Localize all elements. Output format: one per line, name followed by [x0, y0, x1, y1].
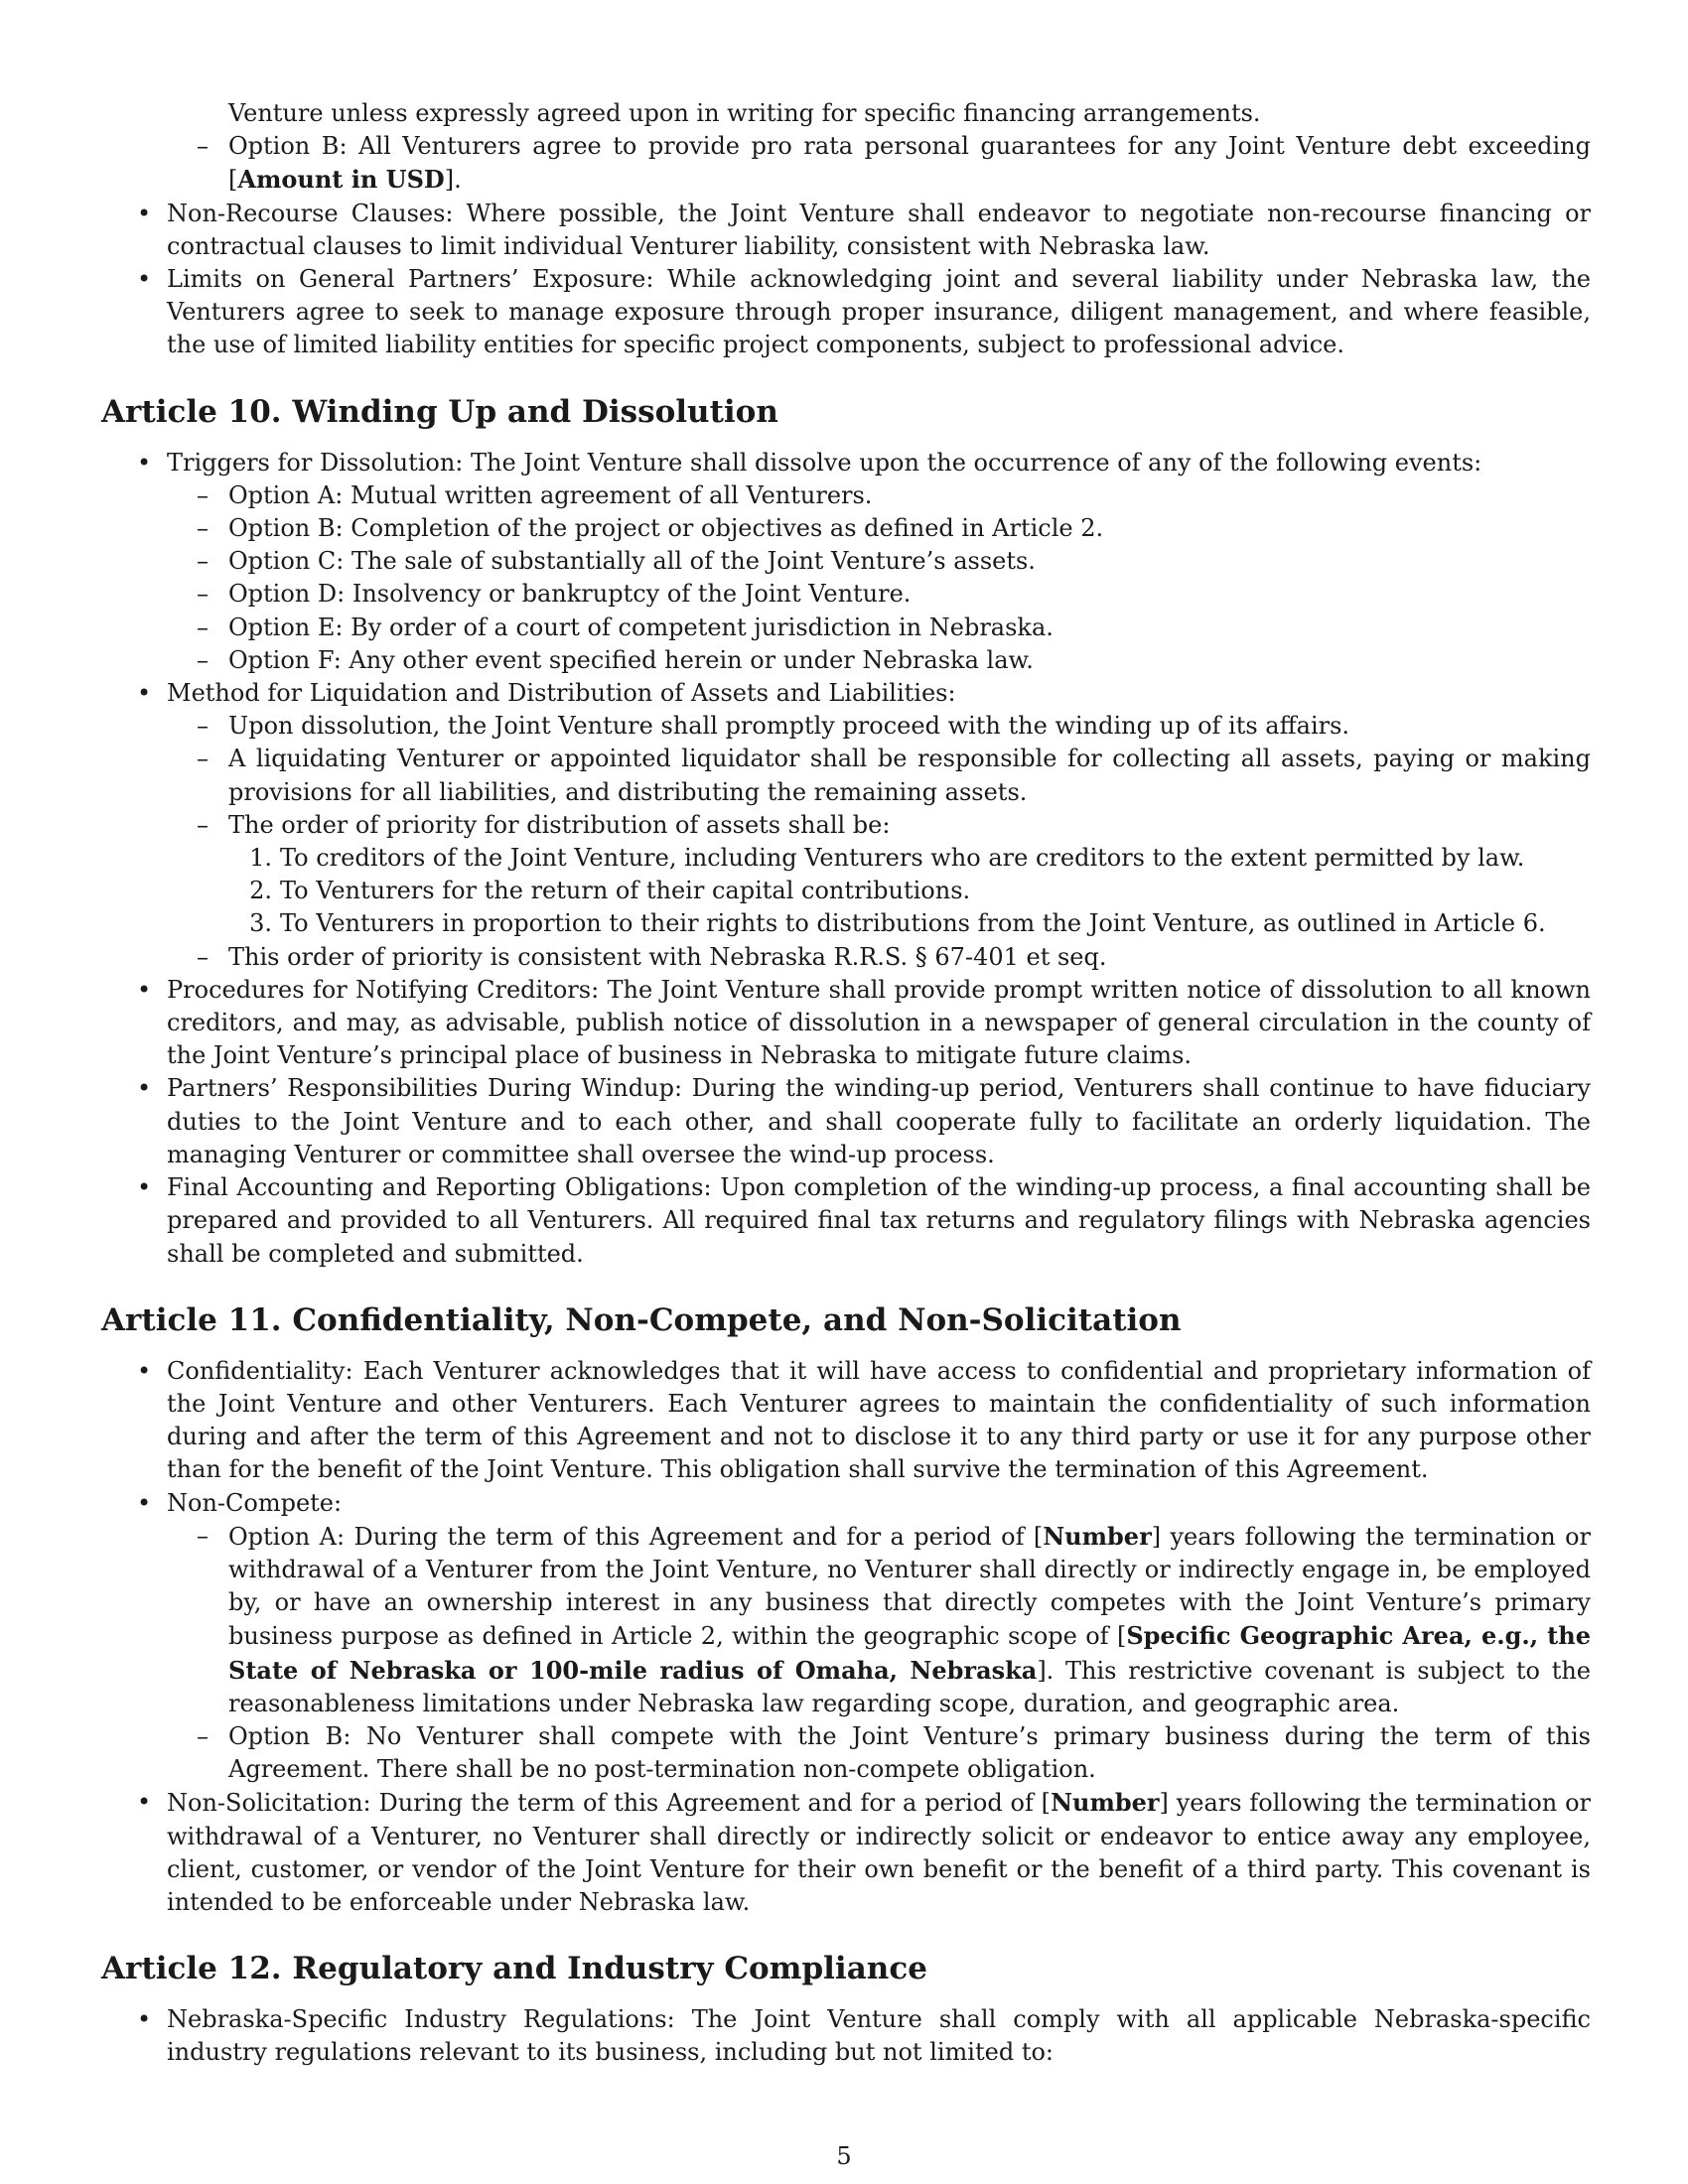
dash-marker: –	[197, 1521, 209, 1550]
dash-marker: –	[197, 810, 209, 839]
article-10-heading: Article 10. Winding Up and Dissolution	[101, 393, 778, 430]
bullet-marker: •	[137, 1488, 152, 1517]
number-marker: 3.	[249, 909, 272, 938]
list-item: • Confidentiality: Each Venturer acknowledges that it will have access to confidential and proprietary information of the Joint Venture and other Venturers. Each Venturer agrees to maintain the confidentiality of such information during and after the term of this Agreement and not to disclose it to any third party or use it for any purpose other than for the benefit of the Joint Venture. This obligation shall survive the termination of this Agreement.	[137, 1356, 1591, 1484]
dash-marker: –	[197, 645, 209, 674]
list-item: – The order of priority for distribution of assets shall be:	[101, 809, 1591, 842]
bullet-marker: •	[137, 1356, 152, 1385]
dash-marker: –	[197, 712, 209, 741]
number-marker: 1.	[249, 844, 272, 873]
bullet-marker: •	[137, 679, 152, 708]
list-item: – Option A: During the term of this Agreement and for a period of [Number] years following the termination or withdrawal of a Venturer from the Joint Venture, no Venturer shall directly or indirectly engage in, be employed by, or have an ownership interest in any business that directly competes with the Joint Venture’s primary business purpose as defined in Article 2, within the geographic scope of [Specific Geographic Area, e.g., the State of Nebraska or 100-mile radius of Omaha, Nebraska]. This restrictive covenant is subject to the reasonableness limitations under Nebraska law regarding scope, duration, and geographic area.	[197, 1521, 1592, 1717]
list-item: • Non-Solicitation: During the term of this Agreement and for a period of [Number] years following the termination or withdrawal of a Venturer, no Venturer shall directly or indirectly solicit or endeavor to entice away any employee, client, customer, or vendor of the Joint Venture for their own benefit or the benefit of a third party. This covenant is intended to be enforceable under Nebraska law.	[137, 1788, 1592, 1916]
list-item: – Option C: The sale of substantially all of the Joint Venture’s assets.	[101, 545, 1591, 578]
dash-marker: –	[197, 547, 209, 576]
bullet-marker: •	[137, 975, 152, 1004]
continued-text: Venture unless expressly agreed upon in writing for specific financing arrangements.	[228, 99, 1261, 127]
list-item: • Final Accounting and Reporting Obligations: Upon completion of the winding-up process, a final accounting shall be prepared and provided to all Venturers. All required final tax returns and regulatory filings with Nebraska agencies shall be completed and submitted.	[137, 1173, 1591, 1268]
list-item: – Option B: No Venturer shall compete with the Joint Venture’s primary business during the term of this Agreement. There shall be no post-termination non-compete obligation.	[197, 1721, 1591, 1784]
list-item: – Option A: Mutual written agreement of all Venturers.	[101, 479, 1591, 512]
list-item: – Upon dissolution, the Joint Venture shall promptly proceed with the winding up of its affairs.	[101, 710, 1591, 743]
bullet-marker: •	[137, 1788, 152, 1817]
list-item: – Option E: By order of a court of competent jurisdiction in Nebraska.	[101, 612, 1591, 644]
list-item: – Option F: Any other event specified herein or under Nebraska law.	[101, 644, 1591, 677]
bullet-marker: •	[137, 448, 152, 477]
dash-marker: –	[197, 514, 209, 543]
list-item: – This order of priority is consistent with Nebraska R.R.S. § 67-401 et seq.	[101, 941, 1591, 974]
dash-marker: –	[197, 745, 209, 773]
list-item: • Partners’ Responsibilities During Windup: During the winding-up period, Venturers shall continue to have fiduciary duties to the Joint Venture and to each other, and shall cooperate fully to facilitate an orderly liquidation. The managing Venturer or committee shall oversee the wind-up process.	[137, 1074, 1591, 1168]
dash-marker: –	[197, 480, 209, 509]
dash-marker: –	[197, 613, 209, 641]
article-12-heading: Article 12. Regulatory and Industry Compliance	[101, 1951, 927, 1987]
list-item: – Option B: All Venturers agree to provide pro rata personal guarantees for any Joint Venture debt exceeding [Amount in USD].	[197, 132, 1591, 195]
list-item: • Method for Liquidation and Distribution of Assets and Liabilities:	[101, 677, 1591, 710]
list-item: • Non-Compete:	[101, 1487, 1591, 1520]
document-page	[101, 97, 1591, 2070]
dash-marker: –	[197, 580, 209, 609]
bullet-marker: •	[137, 1173, 152, 1202]
dash-marker: –	[197, 132, 209, 161]
bullet-marker: •	[137, 199, 152, 227]
bullet-marker: •	[137, 2005, 152, 2034]
list-item: – Option D: Insolvency or bankruptcy of the Joint Venture.	[101, 578, 1591, 611]
list-item: • Limits on General Partners’ Exposure: While acknowledging joint and several liability under Nebraska law, the Venturers agree to seek to manage exposure through proper insurance, diligent management, and where feasible, the use of limited liability entities for specific project components, subject to professional advice.	[137, 265, 1591, 359]
list-item: • Triggers for Dissolution: The Joint Venture shall dissolve upon the occurrence of any of the following events:	[101, 447, 1591, 479]
list-item: • Procedures for Notifying Creditors: The Joint Venture shall provide prompt written notice of dissolution to all known creditors, and may, as advisable, publish notice of dissolution in a newspaper of general circulation in the county of the Joint Venture’s principal place of business in Nebraska to mitigate future claims.	[137, 975, 1591, 1070]
dash-marker: –	[197, 942, 209, 971]
list-item: – Option B: Completion of the project or objectives as defined in Article 2.	[101, 512, 1591, 545]
numbered-item: 3. To Venturers in proportion to their rights to distributions from the Joint Venture, as outlined in Article 6.	[101, 907, 1591, 940]
article-11-heading: Article 11. Confidentiality, Non-Compete, and Non-Solicitation	[101, 1301, 1182, 1338]
bullet-marker: •	[137, 1074, 152, 1103]
dash-marker: –	[197, 1721, 209, 1750]
numbered-item: 1. To creditors of the Joint Venture, including Venturers who are creditors to the extent permitted by law.	[101, 842, 1591, 875]
list-item: – A liquidating Venturer or appointed liquidator shall be responsible for collecting all assets, paying or making provisions for all liabilities, and distributing the remaining assets.	[197, 745, 1591, 806]
list-item: • Nebraska-Specific Industry Regulations: The Joint Venture shall comply with all applicable Nebraska-specific industry regulations relevant to its business, including but not limited to:	[137, 2005, 1591, 2067]
number-marker: 2.	[249, 877, 272, 905]
bullet-marker: •	[137, 265, 152, 294]
page-number: 5	[836, 2142, 852, 2170]
numbered-item: 2. To Venturers for the return of their capital contributions.	[101, 875, 1591, 907]
list-item: • Non-Recourse Clauses: Where possible, the Joint Venture shall endeavor to negotiate non-recourse financing or contractual clauses to limit individual Venturer liability, consistent with Nebraska law.	[137, 199, 1591, 260]
